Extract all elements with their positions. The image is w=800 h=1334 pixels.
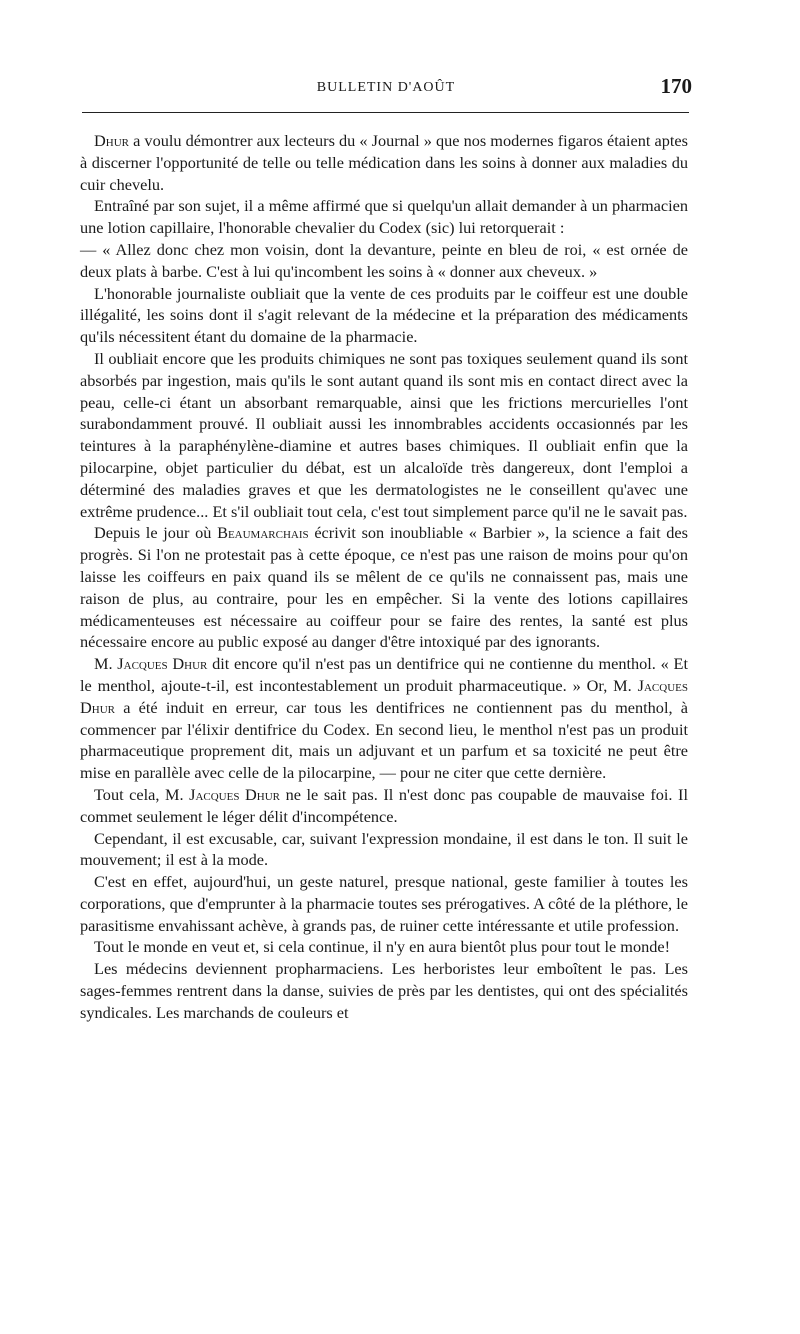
paragraph: Les médecins deviennent propharmaciens. Les herboristes leur emboîtent le pas. Les sages-femmes rentrent dans la danse, suivies de près par les dentistes, qui ont des spécialités syndicales. Les marchands de couleurs et bbox=[80, 959, 688, 1022]
paragraph: Entraîné par son sujet, il a même affirmé que si quelqu'un allait demander à un pharmacien une lotion capillaire, l'honorable chevalier du Codex (sic) lui retorquerait : bbox=[80, 196, 688, 238]
proper-name: Jacques Dhur bbox=[80, 675, 688, 717]
paragraph: Cependant, il est excusable, car, suivant l'expression mondaine, il est dans le ton. Il suit le mouvement; il est à la mode. bbox=[80, 828, 688, 870]
paragraph: C'est en effet, aujourd'hui, un geste naturel, presque national, geste familier à toutes les corporations, que d'emprunter à la pharmacie toutes ses prérogatives. A côté de la pléthore, le parasitisme envahissant achève, à grands pas, de ruiner cette intéressante et utile profession. bbox=[80, 872, 688, 935]
article-body bbox=[80, 130, 688, 1024]
paragraph: M. Jacques Dhur dit encore qu'il n'est pas un dentifrice qui ne contienne du menthol. « Et le menthol, ajoute-t-il, est incontestablement un produit pharmaceutique. » Or, M. Jacques Dhur a été induit en erreur, car tous les dentifrices ne contiennent pas du menthol, à commencer par l'élixir dentifrice du Codex. En second lieu, le menthol n'est pas un produit pharmaceutique proprement dit, mais un adjuvant et un parfum et sa toxicité ne peut être mise en parallèle avec celle de la pilocarpine, — pour ne citer que cette dernière. bbox=[80, 654, 688, 783]
header-rule bbox=[82, 112, 689, 113]
header-title: BULLETIN D'AOÛT bbox=[316, 80, 456, 95]
proper-name: Jacques Dhur bbox=[189, 784, 281, 804]
proper-name: Jacques Dhur bbox=[117, 654, 208, 674]
paragraph: Tout le monde en veut et, si cela continue, il n'y en aura bientôt plus pour tout le monde! bbox=[94, 937, 671, 957]
paragraph: L'honorable journaliste oubliait que la vente de ces produits par le coiffeur est une double illégalité, les soins dont il s'agit relevant de la médecine et la préparation des médicaments qu'ils nécessitent étant du domaine de la pharmacie. bbox=[80, 283, 688, 347]
proper-name: Beaumarchais bbox=[217, 523, 309, 543]
paragraph: Depuis le jour où Beaumarchais écrivit son inoubliable « Barbier », la science a fait des progrès. Si l'on ne protestait pas à cette époque, ce n'est pas une raison de moins pour qu'on laisse les coiffeurs en paix quand ils se mêlent de ce qu'ils ne connaissent pas, mais une raison de plus, au contraire, pour les en empêcher. Si la vente des lotions capillaires médicamenteuses est nécessaire au coiffeur pour se faire des rentes, la santé est plus nécessaire encore au public exposé au danger d'être intoxiqué par des ignorants. bbox=[80, 523, 688, 652]
paragraph: Tout cela, M. Jacques Dhur ne le sait pas. Il n'est donc pas coupable de mauvaise foi. Il commet seulement le léger délit d'incompétence. bbox=[80, 784, 688, 826]
author-name: Dhur bbox=[94, 131, 129, 150]
quotation: — « Allez donc chez mon voisin, dont la devanture, peinte en bleu de roi, « est ornée de deux plats à barbe. C'est à lui qu'incombent les soins à « donner aux cheveux. » bbox=[80, 239, 688, 281]
running-header bbox=[80, 74, 692, 106]
paragraph: Il oubliait encore que les produits chimiques ne sont pas toxiques seulement quand ils sont absorbés par ingestion, mais qu'ils le sont autant quand ils sont mis en contact direct avec la peau, celle-ci étant un absorbant remarquable, ainsi que les frictions mercurielles l'ont surabondamment prouvé. Il oubliait aussi les innombrables accidents occasionnés par les teintures à la paraphénylène-diamine et autres bases chimiques. Il oubliait enfin que la pilocarpine, objet particulier du débat, est un alcaloïde très dangereux, dont l'emploi a déterminé des maladies graves et que les dermatologistes ne le conseillent qu'avec une extrême prudence... Et s'il oubliait tout cela, c'est tout simplement parce qu'il ne le savait pas. bbox=[80, 348, 688, 521]
paragraph: Dhur a voulu démontrer aux lecteurs du « Journal » que nos modernes figaros étaient aptes à discerner l'opportunité de telle ou telle médication dans les soins à donner aux maladies du cuir chevelu. bbox=[80, 131, 688, 194]
page-number: 170 bbox=[660, 74, 692, 98]
